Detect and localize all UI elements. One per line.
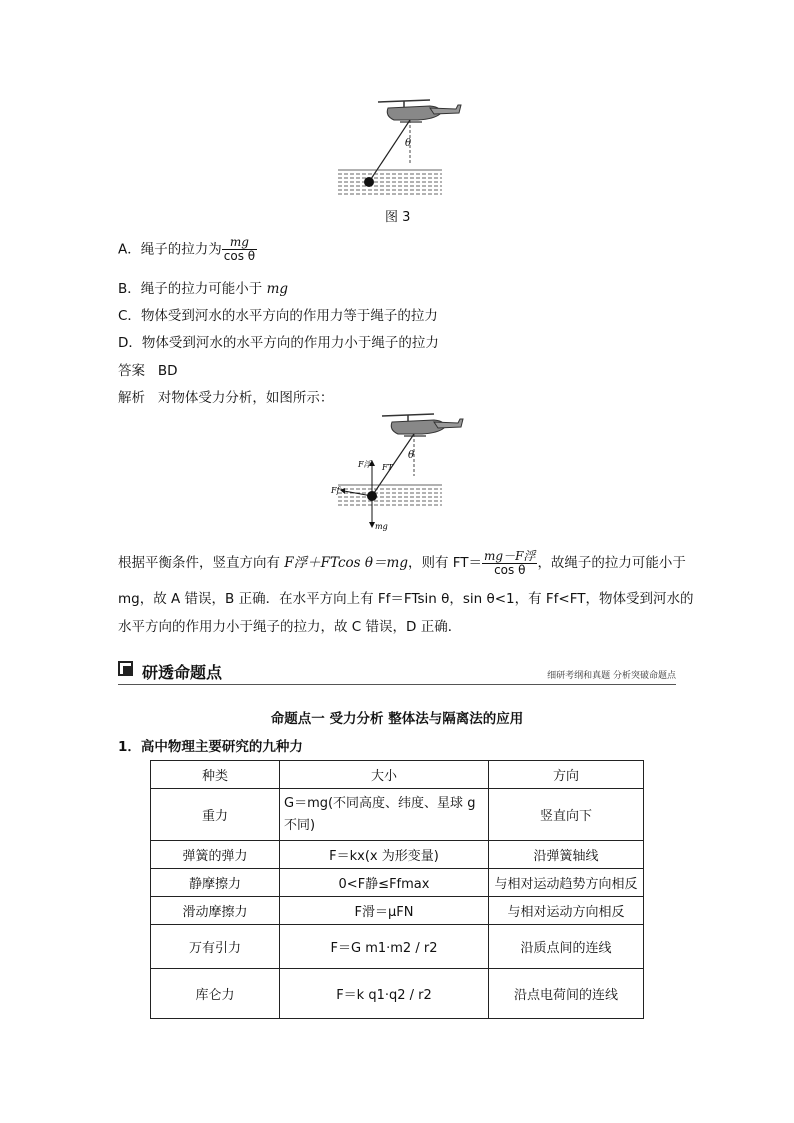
option-c-text: 物体受到河水的水平方向的作用力等于绳子的拉力 [140, 308, 438, 324]
table-row [151, 925, 644, 969]
solution-fraction [482, 550, 537, 577]
option-a [118, 236, 257, 263]
option-a-fraction [222, 236, 257, 263]
cell-direction: 竖直向下 [489, 789, 644, 841]
helicopter-icon [378, 100, 461, 122]
solution-paragraph [118, 548, 694, 641]
figure-3-helicopter-diagram [330, 92, 470, 197]
section-header [118, 658, 676, 685]
header-type: 种类 [151, 761, 280, 789]
option-b [118, 277, 288, 297]
solution-text-1a: 根据平衡条件，竖直方向有 [118, 555, 285, 571]
cell-direction: 沿质点间的连线 [489, 925, 644, 969]
helicopter-icon [382, 414, 463, 436]
solution-line-3 [118, 613, 678, 641]
solution-eq-1: F浮＋FTcos θ＝mg [284, 555, 408, 571]
cell-type: 万有引力 [151, 925, 280, 969]
analysis-text: 对物体受力分析，如图所示： [157, 390, 334, 406]
option-b-mg: mg [266, 281, 289, 297]
solution-text-3: 水平方向的作用力小于绳子的拉力，故 C 错误，D 正确． [118, 619, 462, 635]
rope [369, 120, 410, 182]
cell-direction: 沿弹簧轴线 [489, 841, 644, 869]
option-c-letter: C． [118, 308, 141, 324]
option-d [118, 331, 439, 351]
cell-magnitude: F＝kx(x 为形变量) [280, 841, 489, 869]
mg-label: mg [375, 522, 388, 531]
option-a-num: mg [222, 236, 257, 250]
water-surface [338, 170, 442, 194]
cell-type: 弹簧的弹力 [151, 841, 280, 869]
header-direction: 方向 [489, 761, 644, 789]
cell-type: 库仑力 [151, 969, 280, 1019]
section-title: 研透命题点 [142, 663, 223, 682]
section-tagline: 细研考纲和真题 分析突破命题点 [547, 671, 676, 681]
rope [372, 434, 414, 496]
cell-magnitude: G＝mg(不同高度、纬度、星球 g 不同) [280, 789, 489, 841]
cell-direction: 与相对运动趋势方向相反 [489, 869, 644, 897]
cell-type: 滑动摩擦力 [151, 897, 280, 925]
list-heading: 1．高中物理主要研究的九种力 [118, 739, 303, 755]
answer-line [118, 359, 178, 379]
f-float-label: F浮 [358, 460, 372, 469]
option-b-text: 绳子的拉力可能小于 [140, 281, 263, 297]
solution-frac-den: cos θ [494, 562, 526, 577]
option-c [118, 304, 438, 324]
answer-label: 答案 [118, 363, 145, 379]
cell-magnitude: 0<F静≤Ffmax [280, 869, 489, 897]
f-friction-label: Ff [331, 486, 340, 495]
force-analysis-diagram [330, 408, 470, 536]
table-row [151, 969, 644, 1019]
option-a-den: cos θ [223, 249, 256, 263]
table-row [151, 841, 644, 869]
cell-type: 重力 [151, 789, 280, 841]
solution-frac-num: mg－F浮 [484, 548, 536, 563]
object-ball [367, 491, 377, 501]
object-ball [364, 177, 374, 187]
cell-magnitude: F滑＝μFN [280, 897, 489, 925]
cell-direction: 与相对运动方向相反 [489, 897, 644, 925]
table-row [151, 789, 644, 841]
figure-3-caption: 图 3 [385, 210, 411, 225]
theta-label: θ [408, 450, 415, 461]
cell-type: 静摩擦力 [151, 869, 280, 897]
cell-magnitude: F＝G m1·m2 / r2 [280, 925, 489, 969]
solution-line-2 [118, 585, 694, 613]
forces-table [150, 760, 644, 1019]
table-header-row [151, 761, 644, 789]
topic-subtitle: 命题点一 受力分析 整体法与隔离法的应用 [270, 711, 524, 727]
solution-text-1d: ，故绳子的拉力可能小于 [537, 555, 686, 571]
solution-text-2: mg，故 A 错误，B 正确．在水平方向上有 Ff＝FTsin θ，sin θ<1，有 Ff<FT，物体受到河水的 [118, 591, 694, 607]
option-d-text: 物体受到河水的水平方向的作用力小于绳子的拉力 [141, 335, 439, 351]
analysis-label: 解析 [118, 390, 145, 406]
option-d-letter: D． [118, 335, 142, 351]
option-b-letter: B． [118, 281, 141, 297]
answer-value: BD [157, 363, 178, 379]
table-row [151, 897, 644, 925]
table-row [151, 869, 644, 897]
section-bookmark-icon [118, 661, 134, 677]
water-surface [338, 485, 442, 505]
header-magnitude: 大小 [280, 761, 489, 789]
theta-label: θ [405, 138, 412, 149]
cell-magnitude: F＝k q1·q2 / r2 [280, 969, 489, 1019]
cell-direction: 沿点电荷间的连线 [489, 969, 644, 1019]
option-a-letter: A． [118, 241, 141, 258]
analysis-line [118, 386, 333, 406]
solution-line-1 [118, 548, 686, 577]
f-t-label: FT [382, 463, 393, 472]
solution-text-1c: ，则有 FT＝ [407, 555, 483, 571]
option-a-text: 绳子的拉力为 [140, 241, 222, 258]
